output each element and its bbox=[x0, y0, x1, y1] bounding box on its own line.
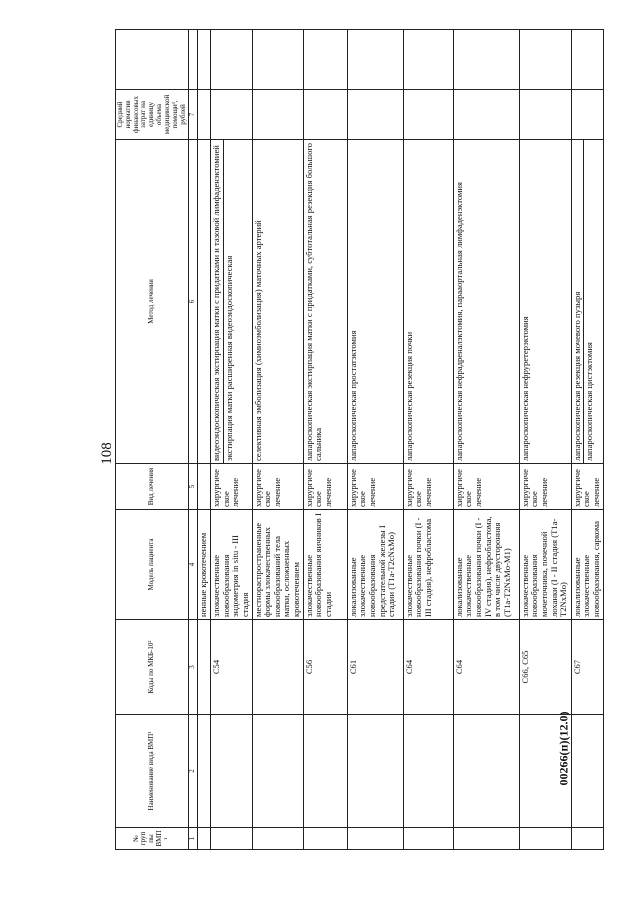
treatment-method-item: лапароскопическая цистэктомия bbox=[583, 140, 595, 463]
patient-model-cell: злокачественные новообразования мочеточника, почечной лоханки (I - II стадия (T1a-T2NxMo) bbox=[519, 510, 571, 620]
treatment-method-item: экстирпация матки расширенная видеоэндоскопическая bbox=[223, 140, 235, 463]
average-cost-cell bbox=[519, 90, 571, 140]
empty-cell bbox=[519, 30, 571, 90]
column-number: 7 bbox=[189, 90, 198, 140]
group-no-cell bbox=[198, 828, 211, 850]
header-average-cost: Средний норматив финансовых затрат на единицу объема медицинской помощи³, рублей bbox=[116, 90, 189, 140]
empty-cell bbox=[303, 30, 347, 90]
group-no-cell bbox=[303, 828, 347, 850]
table-header-row bbox=[116, 30, 189, 850]
treatment-method-cell bbox=[403, 140, 453, 464]
group-no-cell bbox=[571, 828, 603, 850]
treatment-method-item: лапароскопическая простатэктомия bbox=[347, 330, 358, 461]
group-no-cell bbox=[519, 828, 571, 850]
group-no-cell bbox=[347, 828, 403, 850]
treatment-method-item: лапароскопическая резекция мочевого пузыря bbox=[571, 291, 582, 461]
column-number: 3 bbox=[189, 620, 198, 715]
empty-cell bbox=[211, 30, 253, 90]
treatment-type-cell: хирургическое лечение bbox=[571, 464, 603, 510]
treatment-type-cell: хирургическое лечение bbox=[303, 464, 347, 510]
treatment-type-cell: хирургическое лечение bbox=[453, 464, 519, 510]
treatment-method-cell bbox=[303, 140, 347, 464]
vmp-table bbox=[115, 29, 604, 850]
page-number: 108 bbox=[98, 442, 115, 465]
average-cost-cell bbox=[571, 90, 603, 140]
mkb-code-cell: C61 bbox=[347, 620, 403, 715]
table-row bbox=[347, 30, 403, 850]
table-row bbox=[211, 30, 253, 850]
average-cost-cell bbox=[198, 90, 211, 140]
treatment-method-cell bbox=[519, 140, 571, 464]
patient-model-cell: ненные кровотечением bbox=[198, 510, 211, 620]
group-no-cell bbox=[252, 828, 303, 850]
treatment-method-item: видеоэндоскопическая экстирпация матки с придатками и тазовой лимфаденэктомией bbox=[211, 145, 222, 461]
treatment-type-cell: хирургическое лечение bbox=[252, 464, 303, 510]
mkb-code-cell bbox=[252, 620, 303, 715]
column-number-empty bbox=[189, 30, 198, 90]
treatment-method-cell bbox=[211, 140, 253, 464]
treatment-method-cell bbox=[453, 140, 519, 464]
average-cost-cell bbox=[211, 90, 253, 140]
empty-cell bbox=[403, 30, 453, 90]
treatment-method-cell bbox=[198, 140, 211, 464]
treatment-method-item: лапароскопическая нефрадреналэктомия, парааортальная лимфаденэктомия bbox=[453, 182, 464, 461]
column-number-row bbox=[189, 30, 198, 850]
column-number: 4 bbox=[189, 510, 198, 620]
treatment-type-cell: хирургическое лечение bbox=[519, 464, 571, 510]
table-row bbox=[571, 30, 603, 850]
vmp-name-cell bbox=[303, 715, 347, 828]
patient-model-cell: злокачественные новообразования яичников I стадии bbox=[303, 510, 347, 620]
header-vmp-name: Наименование вида ВМП¹ bbox=[116, 715, 189, 828]
treatment-type-cell: хирургическое лечение bbox=[347, 464, 403, 510]
header-patient-model: Модель пациента bbox=[116, 510, 189, 620]
average-cost-cell bbox=[347, 90, 403, 140]
treatment-type-cell: хирургическое лечение bbox=[211, 464, 253, 510]
vmp-name-cell bbox=[211, 715, 253, 828]
patient-model-cell: злокачественные новообразования эндометрия in situ - III стадия bbox=[211, 510, 253, 620]
header-treatment-method: Метод лечения bbox=[116, 140, 189, 464]
header-empty bbox=[116, 30, 189, 90]
empty-cell bbox=[347, 30, 403, 90]
table-row bbox=[303, 30, 347, 850]
header-treatment-type: Вид лечения bbox=[116, 464, 189, 510]
mkb-code-cell: C56 bbox=[303, 620, 347, 715]
empty-cell bbox=[453, 30, 519, 90]
empty-cell bbox=[198, 30, 211, 90]
vmp-name-cell bbox=[453, 715, 519, 828]
vmp-name-cell bbox=[252, 715, 303, 828]
group-no-cell bbox=[403, 828, 453, 850]
document-code: 00266(п)(12.0) bbox=[556, 711, 571, 786]
treatment-type-cell bbox=[198, 464, 211, 510]
vmp-name-cell bbox=[519, 715, 571, 828]
table-row bbox=[403, 30, 453, 850]
treatment-method-cell bbox=[252, 140, 303, 464]
treatment-method-cell bbox=[571, 140, 603, 464]
treatment-type-cell: хирургическое лечение bbox=[403, 464, 453, 510]
treatment-method-cell bbox=[347, 140, 403, 464]
mkb-code-cell: C54 bbox=[211, 620, 253, 715]
table-row bbox=[519, 30, 571, 850]
vmp-name-cell bbox=[403, 715, 453, 828]
table-row bbox=[252, 30, 303, 850]
vmp-name-cell bbox=[347, 715, 403, 828]
group-no-cell bbox=[453, 828, 519, 850]
patient-model-cell: злокачественные новообразования почки (I - III стадия), нефробластома bbox=[403, 510, 453, 620]
header-mkb-codes: Коды по МКБ-10² bbox=[116, 620, 189, 715]
group-no-cell bbox=[211, 828, 253, 850]
table-row bbox=[453, 30, 519, 850]
column-number: 6 bbox=[189, 140, 198, 464]
patient-model-cell: местнораспространенные формы злокачественных новообразований тела матки, осложненных кровотечением bbox=[252, 510, 303, 620]
column-number: 5 bbox=[189, 464, 198, 510]
column-number: 1 bbox=[189, 828, 198, 850]
vmp-name-cell bbox=[571, 715, 603, 828]
empty-cell bbox=[252, 30, 303, 90]
treatment-method-item: селективная эмболизация (химиоэмболизация) маточных артерий bbox=[252, 220, 263, 461]
mkb-code-cell: C64 bbox=[453, 620, 519, 715]
treatment-method-item: лапароскопическая нефруретерэктомия bbox=[519, 316, 530, 461]
treatment-method-item: лапароскопическая резекция почки bbox=[403, 331, 414, 461]
mkb-code-cell: C67 bbox=[571, 620, 603, 715]
patient-model-cell: локализованные злокачественные новообразования почки (I - IV стадия), нефробластома, в том числе двусторонняя (T1a-T2NxMo-M1) bbox=[453, 510, 519, 620]
average-cost-cell bbox=[252, 90, 303, 140]
mkb-code-cell: C66, C65 bbox=[519, 620, 571, 715]
patient-model-cell: локализованные злокачественные новообразования предстательной железы I стадии (T1a-T2cNxMo) bbox=[347, 510, 403, 620]
average-cost-cell bbox=[453, 90, 519, 140]
treatment-method-item: лапароскопическая экстирпация матки с придатками, субтотальная резекция большого сальника bbox=[303, 143, 324, 461]
mkb-code-cell: C64 bbox=[403, 620, 453, 715]
vmp-name-cell bbox=[198, 715, 211, 828]
mkb-code-cell bbox=[198, 620, 211, 715]
table-body bbox=[198, 30, 603, 850]
table-row bbox=[198, 30, 211, 850]
patient-model-cell: локализованные злокачественные новообразования, саркома bbox=[571, 510, 603, 620]
average-cost-cell bbox=[403, 90, 453, 140]
header-group-no: № группы ВМП¹ bbox=[116, 828, 189, 850]
column-number: 2 bbox=[189, 715, 198, 828]
average-cost-cell bbox=[303, 90, 347, 140]
empty-cell bbox=[571, 30, 603, 90]
